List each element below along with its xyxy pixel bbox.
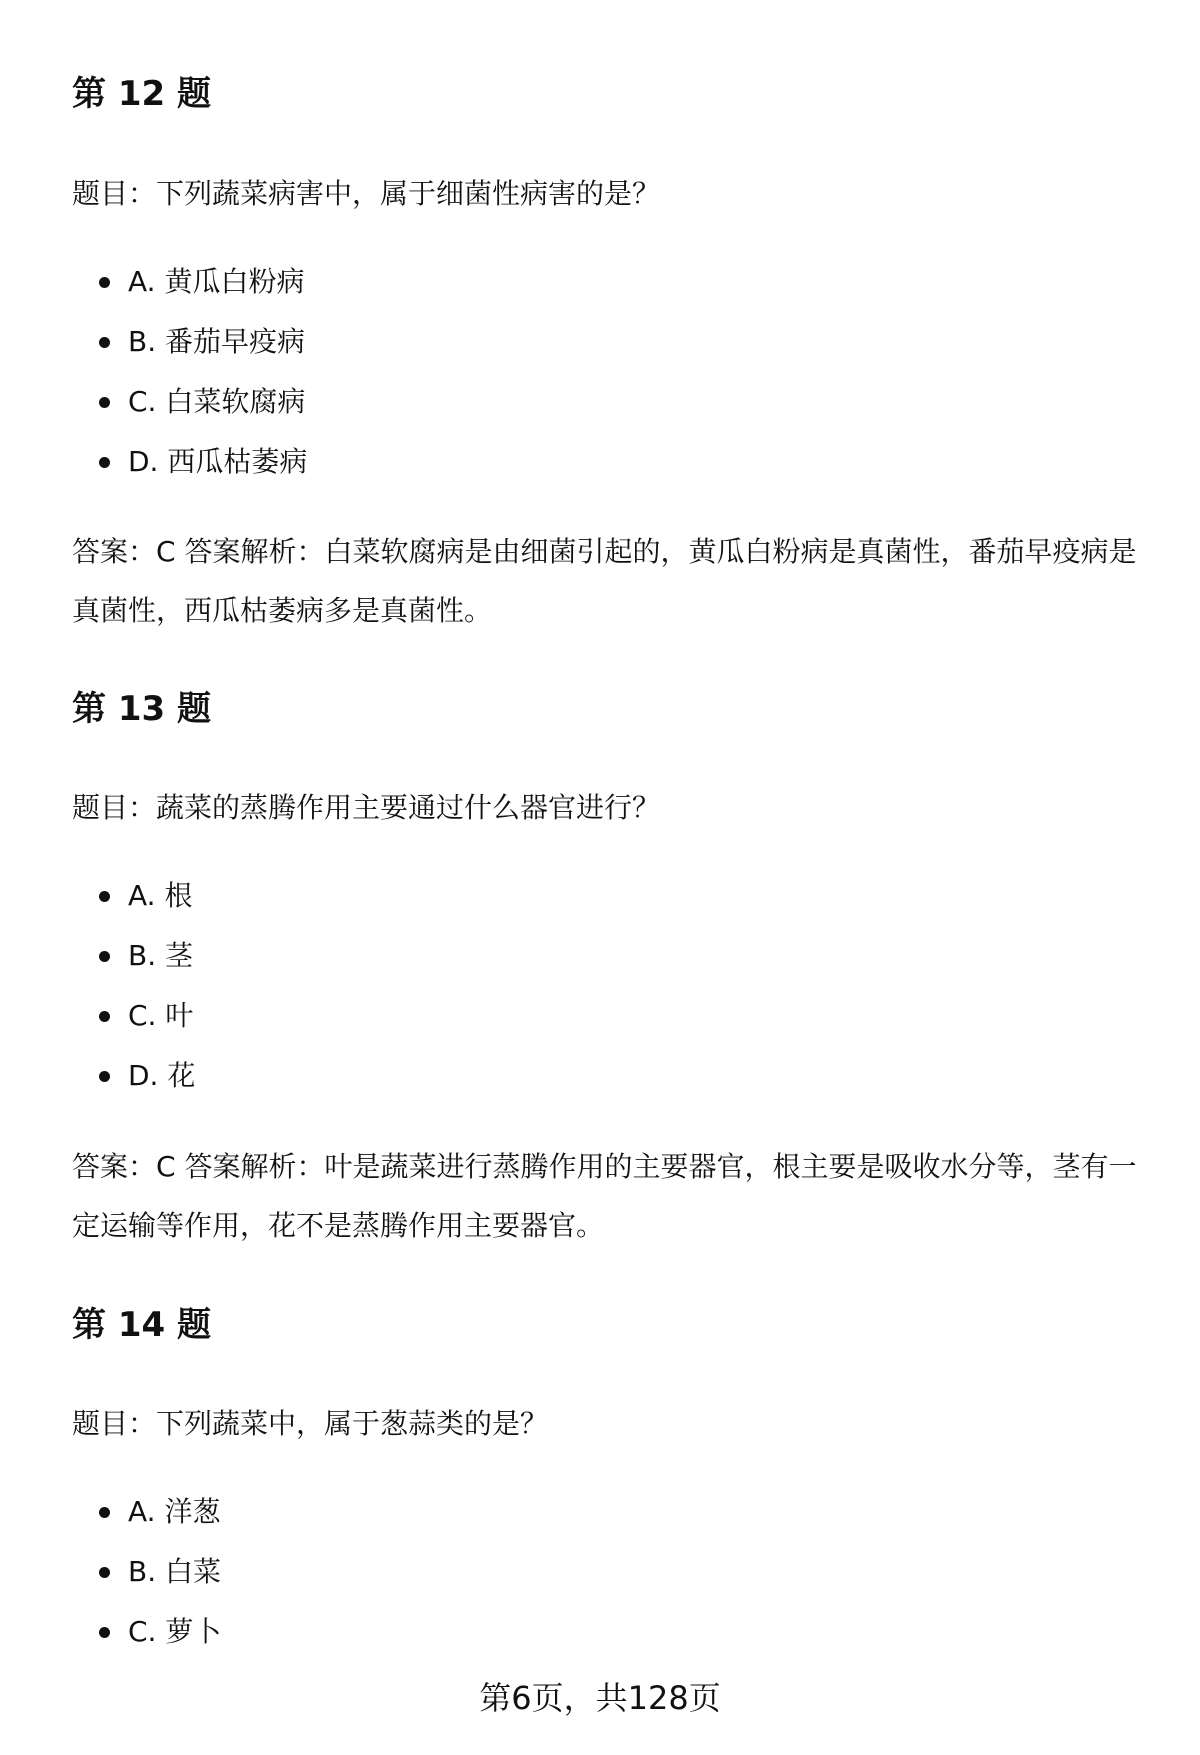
bullet-icon: [99, 397, 110, 408]
bullet-icon: [99, 1071, 110, 1082]
bullet-icon: [99, 457, 110, 468]
option-label: B. 茎: [128, 939, 194, 972]
option-item: [72, 322, 307, 382]
option-item: [72, 382, 307, 442]
bullet-icon: [99, 337, 110, 348]
option-label: B. 白菜: [128, 1555, 222, 1588]
option-item: [72, 1612, 221, 1672]
option-item: [72, 876, 195, 936]
options-list: [72, 876, 195, 1116]
option-item: [72, 996, 195, 1056]
option-label: A. 洋葱: [128, 1495, 221, 1528]
question-title: 第 14 题: [72, 1305, 211, 1345]
bullet-icon: [99, 951, 110, 962]
option-item: [72, 936, 195, 996]
bullet-icon: [99, 1567, 110, 1578]
answer-explanation: 答案：C 答案解析：叶是蔬菜进行蒸腾作用的主要器官，根主要是吸收水分等，茎有一定运输等作用，花不是蒸腾作用主要器官。: [72, 1150, 1137, 1242]
option-label: A. 黄瓜白粉病: [128, 265, 305, 298]
bullet-icon: [99, 277, 110, 288]
option-label: C. 叶: [128, 999, 194, 1032]
option-label: A. 根: [128, 879, 193, 912]
question-text: 题目：下列蔬菜病害中，属于细菌性病害的是？: [72, 177, 661, 210]
bullet-icon: [99, 891, 110, 902]
question-text: 题目：蔬菜的蒸腾作用主要通过什么器官进行？: [72, 791, 661, 824]
bullet-icon: [99, 1011, 110, 1022]
option-label: D. 花: [128, 1059, 196, 1092]
question-title: 第 13 题: [72, 689, 211, 729]
options-list: [72, 1492, 221, 1672]
page-footer: 第6页，共128页: [479, 1679, 721, 1717]
option-label: C. 萝卜: [128, 1615, 222, 1648]
option-label: D. 西瓜枯萎病: [128, 445, 308, 478]
option-item: [72, 442, 307, 502]
question-title: 第 12 题: [72, 74, 211, 114]
bullet-icon: [99, 1627, 110, 1638]
option-item: [72, 1056, 195, 1116]
option-label: B. 番茄早疫病: [128, 325, 306, 358]
option-label: C. 白菜软腐病: [128, 385, 306, 418]
bullet-icon: [99, 1507, 110, 1518]
options-list: [72, 262, 307, 502]
option-item: [72, 262, 307, 322]
option-item: [72, 1552, 221, 1612]
answer-explanation: 答案：C 答案解析：白菜软腐病是由细菌引起的，黄瓜白粉病是真菌性，番茄早疫病是真菌性，西瓜枯萎病多是真菌性。: [72, 535, 1137, 627]
question-text: 题目：下列蔬菜中，属于葱蒜类的是？: [72, 1407, 549, 1440]
option-item: [72, 1492, 221, 1552]
